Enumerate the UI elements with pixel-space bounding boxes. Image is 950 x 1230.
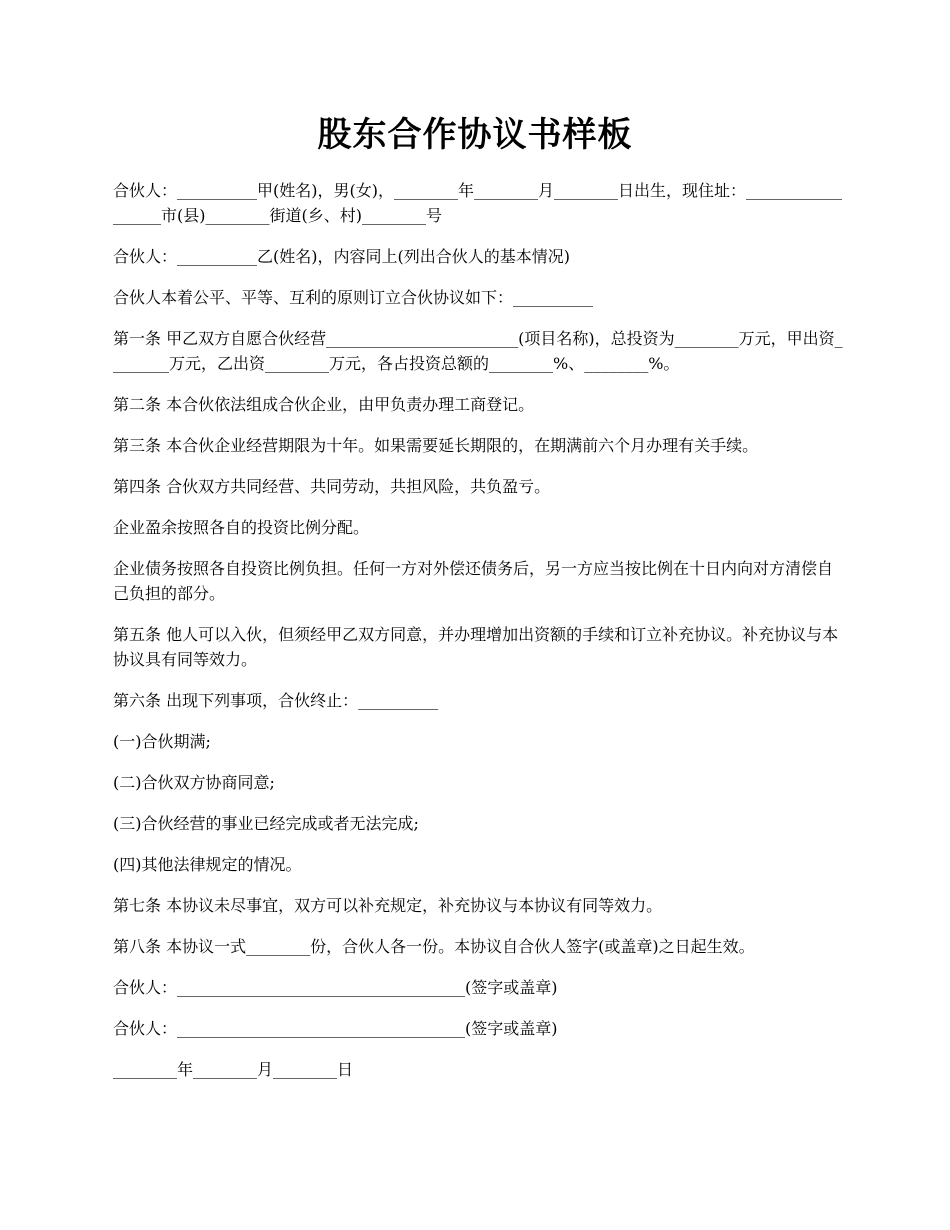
paragraph-item-3: (三)合伙经营的事业已经完成或者无法完成; <box>113 814 419 833</box>
paragraph-article-2: 第二条 本合伙依法组成合伙企业，由甲负责办理工商登记。 <box>113 395 535 414</box>
paragraph-article-7: 第七条 本协议未尽事宜，双方可以补充规定，补充协议与本协议有同等效力。 <box>113 896 663 915</box>
signature-line-1: 合伙人：____________________________________(签字或盖章) <box>113 978 558 997</box>
document-title: 股东合作协议书样板 <box>317 115 633 155</box>
paragraph-item-1: (一)合伙期满; <box>113 732 211 751</box>
paragraph-partner-a: 合伙人：__________甲(姓名)，男(女)，________年________月________日出生，现住址：__________________市(县)________街道(乡、村)________号 <box>113 181 842 225</box>
paragraph-article-3: 第三条 本合伙企业经营期限为十年。如果需要延长期限的，在期满前六个月办理有关手续。 <box>113 436 759 455</box>
paragraph-article-4: 第四条 合伙双方共同经营、共同劳动，共担风险，共负盈亏。 <box>113 477 551 496</box>
signature-line-2: 合伙人：____________________________________(签字或盖章) <box>113 1019 558 1038</box>
paragraph-article-6: 第六条 出现下列事项，合伙终止：__________ <box>113 691 439 710</box>
paragraph-item-4: (四)其他法律规定的情况。 <box>113 855 302 874</box>
paragraph-article-1: 第一条 甲乙双方自愿合伙经营________________________(项目名称)，总投资为________万元，甲出资________万元，乙出资________万元，各占投资总额的________%、________%。 <box>113 329 843 373</box>
paragraph-item-2: (二)合伙双方协商同意; <box>113 773 275 792</box>
paragraph-profit: 企业盈余按照各自的投资比例分配。 <box>113 518 370 537</box>
date-line: ________年________月________日 <box>113 1060 354 1079</box>
document-body <box>113 178 848 1098</box>
paragraph-preamble: 合伙人本着公平、平等、互利的原则订立合伙协议如下：__________ <box>113 288 594 307</box>
paragraph-debt: 企业债务按照各自投资比例负担。任何一方对外偿还债务后，另一方应当按比例在十日内向对方清偿自己负担的部分。 <box>113 559 834 603</box>
paragraph-article-5: 第五条 他人可以入伙，但须经甲乙双方同意，并办理增加出资额的手续和订立补充协议。补充协议与本协议具有同等效力。 <box>113 625 839 669</box>
paragraph-article-8: 第八条 本协议一式________份，合伙人各一份。本协议自合伙人签字(或盖章)之日起生效。 <box>113 937 755 956</box>
paragraph-partner-b: 合伙人：__________乙(姓名)，内容同上(列出合伙人的基本情况) <box>113 247 570 266</box>
